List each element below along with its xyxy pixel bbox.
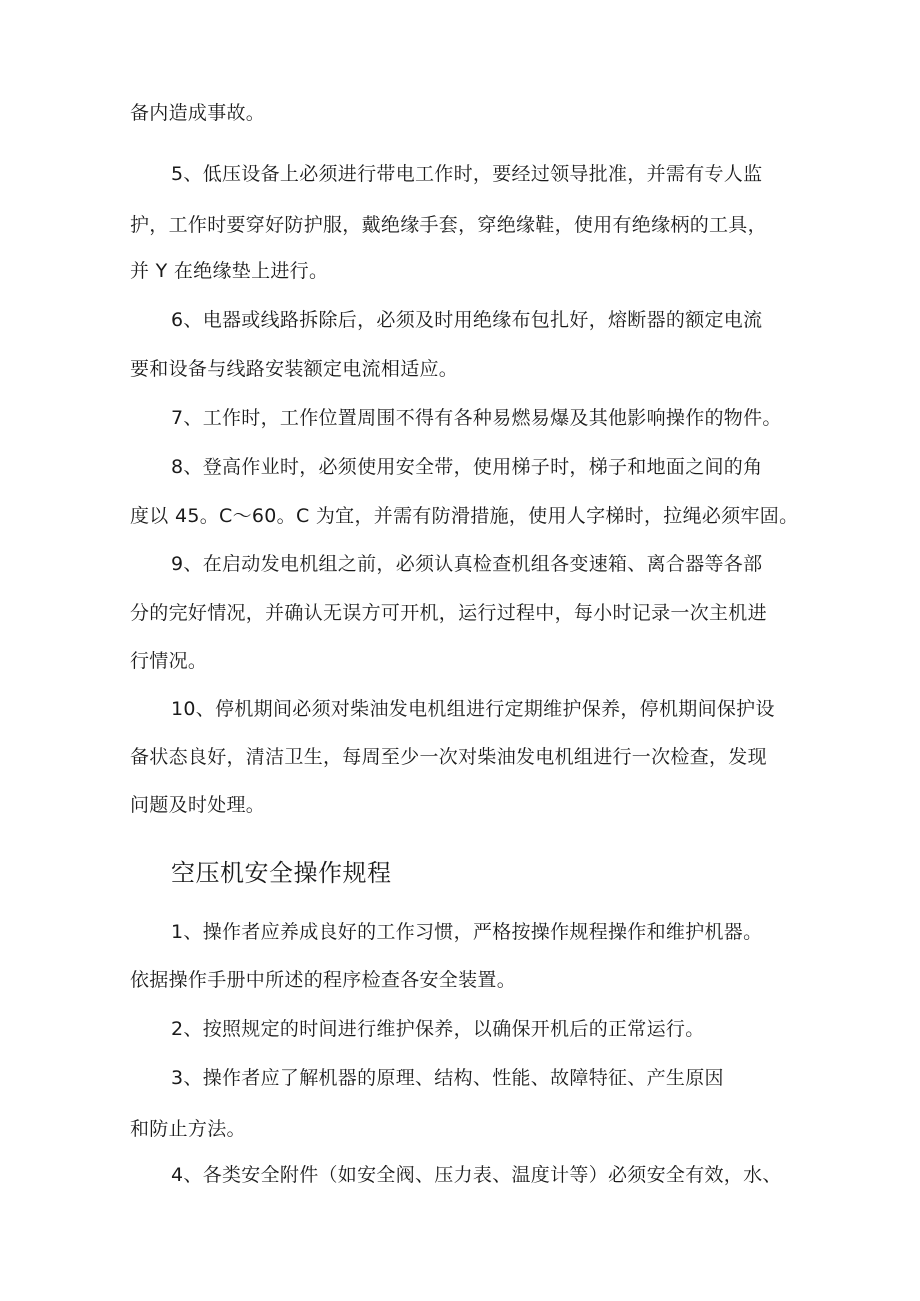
text-line: 并 Y 在绝缘垫上进行。 xyxy=(130,260,329,282)
text-line: 备状态良好，清洁卫生，每周至少一次对柴油发电机组进行一次检查，发现 xyxy=(130,746,767,768)
text-line: 5、低压设备上必须进行带电工作时，要经过领导批准，并需有专人监 xyxy=(171,163,763,185)
text-line: 2、按照规定的时间进行维护保养，以确保开机后的正常运行。 xyxy=(171,1018,705,1040)
text-line: 7、工作时，工作位置周围不得有各种易燃易爆及其他影响操作的物件。 xyxy=(171,407,782,429)
text-line: 1、操作者应养成良好的工作习惯，严格按操作规程操作和维护机器。 xyxy=(171,921,763,943)
text-line: 分的完好情况，并确认无误方可开机，运行过程中，每小时记录一次主机进 xyxy=(130,602,767,624)
text-line: 护，工作时要穿好防护服，戴绝缘手套，穿绝缘鞋，使用有绝缘柄的工具， xyxy=(130,214,767,236)
section-heading: 空压机安全操作规程 xyxy=(171,859,392,887)
text-line: 问题及时处理。 xyxy=(130,794,266,816)
text-line: 9、在启动发电机组之前，必须认真检查机组各变速箱、离合器等各部 xyxy=(171,553,763,575)
text-line: 4、各类安全附件（如安全阀、压力表、温度计等）必须安全有效，水、 xyxy=(171,1164,782,1186)
text-line: 和防止方法。 xyxy=(130,1118,246,1140)
text-line: 3、操作者应了解机器的原理、结构、性能、故障特征、产生原因 xyxy=(171,1067,724,1089)
text-line: 依据操作手册中所述的程序检查各安全装置。 xyxy=(130,969,517,991)
text-line: 8、登高作业时，必须使用安全带，使用梯子时，梯子和地面之间的角 xyxy=(171,456,763,478)
text-line: 备内造成事故。 xyxy=(130,102,266,124)
text-line: 行情况。 xyxy=(130,650,208,672)
text-line: 要和设备与线路安装额定电流相适应。 xyxy=(130,358,459,380)
text-line: 度以 45。C～60。C 为宜，并需有防滑措施，使用人字梯时，拉绳必须牢固。 xyxy=(130,505,799,527)
text-line: 6、电器或线路拆除后，必须及时用绝缘布包扎好，熔断器的额定电流 xyxy=(171,309,763,331)
text-line: 10、停机期间必须对柴油发电机组进行定期维护保养，停机期间保护设 xyxy=(171,698,775,720)
